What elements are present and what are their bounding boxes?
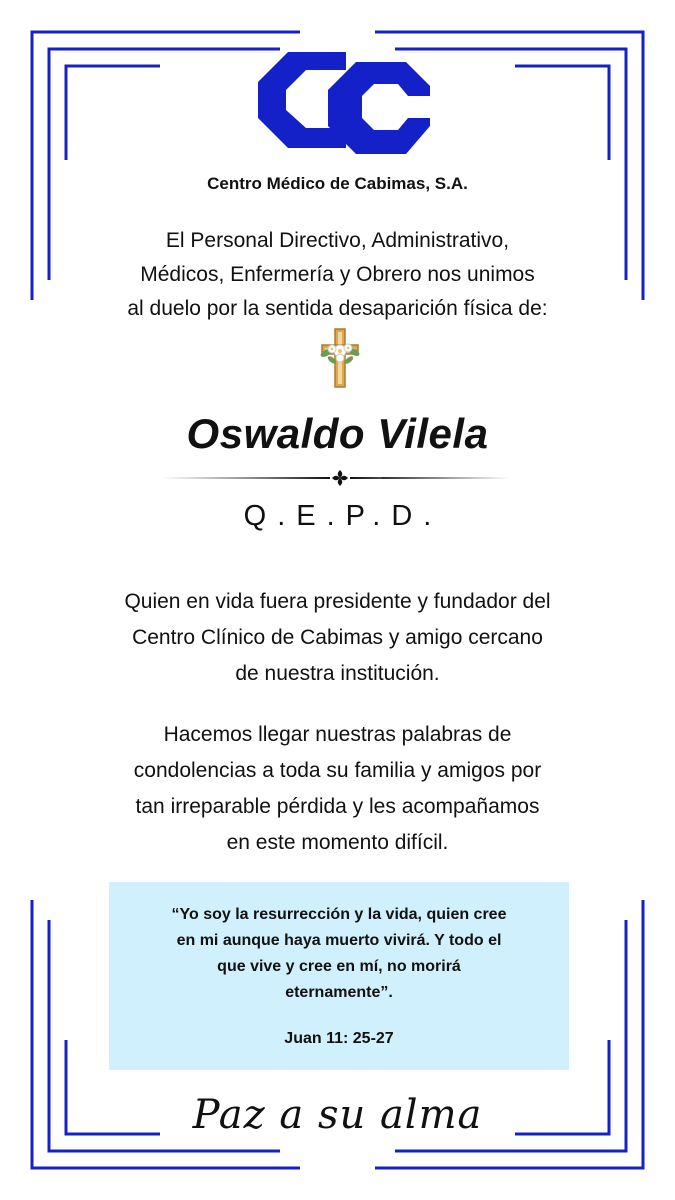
paragraph-line: tan irreparable pérdida y les acompañamos xyxy=(135,795,540,818)
verse-reference: Juan 11: 25-27 xyxy=(284,1030,394,1047)
condolence-paragraph xyxy=(0,717,675,861)
paragraph-line: de nuestra institución. xyxy=(235,662,440,685)
organization-name: Centro Médico de Cabimas, S.A. xyxy=(207,174,468,193)
paragraph-line: Quien en vida fuera presidente y fundador del xyxy=(124,590,551,613)
floral-cross-icon xyxy=(318,327,362,389)
verse-line: “Yo soy la resurrección y la vida, quien cree xyxy=(171,906,507,923)
intro-line: El Personal Directivo, Administrativo, xyxy=(165,229,510,252)
farewell-text: Paz a su alma xyxy=(192,1092,483,1138)
ornamental-divider xyxy=(160,468,520,488)
intro-text xyxy=(0,224,675,326)
bible-verse-box xyxy=(109,882,569,1070)
paragraph-line: condolencias a toda su familia y amigos por xyxy=(133,759,542,782)
verse-line: en mi aunque haya muerto vivirá. Y todo el xyxy=(176,932,502,949)
intro-line: Médicos, Enfermería y Obrero nos unimos xyxy=(140,263,535,286)
verse-line: que vive y cree en mí, no morirá xyxy=(217,958,461,975)
cmc-logo-icon xyxy=(258,52,430,157)
verse-quote xyxy=(109,902,569,1006)
qepd-label: Q.E.P.D. xyxy=(243,500,443,532)
intro-line: al duelo por la sentida desaparición física de: xyxy=(127,297,548,320)
paragraph-line: en este momento difícil. xyxy=(226,831,449,854)
tribute-paragraph xyxy=(0,584,675,692)
deceased-name: Oswaldo Vilela xyxy=(186,410,489,457)
verse-line: eternamente”. xyxy=(285,984,393,1001)
paragraph-line: Centro Clínico de Cabimas y amigo cercano xyxy=(132,626,543,649)
paragraph-line: Hacemos llegar nuestras palabras de xyxy=(163,723,512,746)
